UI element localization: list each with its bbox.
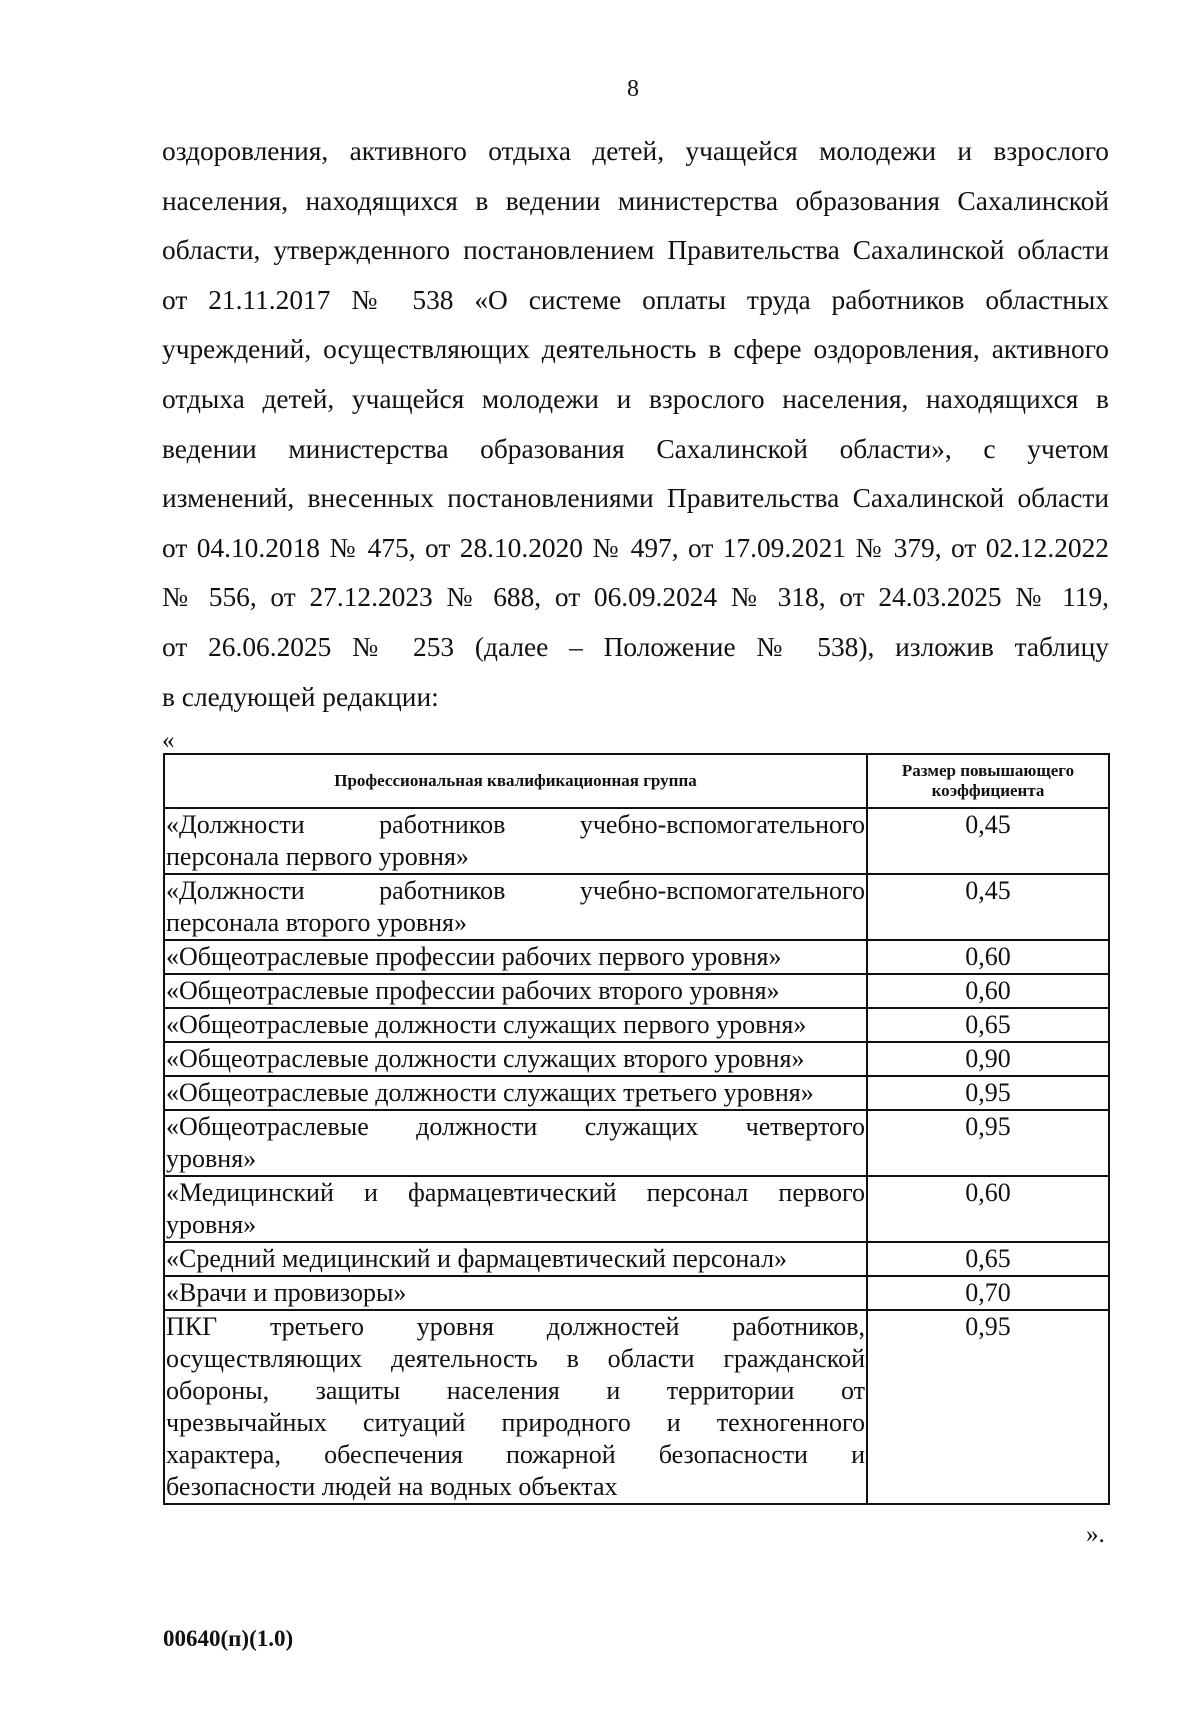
table-row — [164, 1310, 1109, 1504]
body-text-line: от 21.11.2017 № 538 «О системе оплаты труда работников областных — [162, 284, 1109, 315]
qualification-group-line: персонала первого уровня» — [166, 842, 469, 871]
coefficient-value-cell: 0,95 — [867, 1310, 1109, 1504]
table-row — [164, 940, 1109, 974]
coefficient-value-cell: 0,95 — [867, 1110, 1109, 1176]
table-row — [164, 974, 1109, 1008]
body-text-line: ведении министерства образования Сахалинской области», с учетом — [162, 433, 1109, 464]
table-row — [164, 808, 1109, 874]
body-text-line: учреждений, осуществляющих деятельность в сфере оздоровления, активного — [162, 334, 1109, 365]
table-row — [164, 1176, 1109, 1242]
qualification-group-line: «Общеотраслевые профессии рабочих первого уровня» — [166, 942, 782, 971]
table-row — [164, 1076, 1109, 1110]
table-header-row — [164, 754, 1109, 808]
body-text-line: оздоровления, активного отдыха детей, учащейся молодежи и взрослого — [162, 136, 1109, 166]
body-text-line: в следующей редакции: — [162, 681, 439, 712]
coefficient-value-cell: 0,65 — [867, 1242, 1109, 1276]
body-text-line: № 556, от 27.12.2023 № 688, от 06.09.2024 № 318, от 24.03.2025 № 119, — [162, 582, 1109, 613]
qualification-group-cell — [164, 808, 867, 874]
body-text-line: от 04.10.2018 № 475, от 28.10.2020 № 497, от 17.09.2021 № 379, от 02.12.2022 — [162, 532, 1109, 563]
table-row — [164, 1110, 1109, 1176]
document-code: 00640(п)(1.0) — [163, 1626, 294, 1651]
coefficient-value-cell: 0,60 — [867, 940, 1109, 974]
qualification-group-line: «Общеотраслевые должности служащих третьего уровня» — [166, 1078, 814, 1107]
table-close-quote: ». — [1086, 1521, 1105, 1548]
qualification-group-line: «Общеотраслевые должности служащих первого уровня» — [166, 1010, 807, 1039]
coefficient-value-cell: 0,45 — [867, 874, 1109, 940]
table-open-quote: « — [162, 727, 175, 754]
table-row — [164, 874, 1109, 940]
qualification-group-line: обороны, защиты населения и территории от — [166, 1376, 865, 1405]
coefficient-table — [163, 753, 1110, 1505]
qualification-group-line: чрезвычайных ситуаций природного и техногенного — [166, 1408, 865, 1437]
coefficient-value-cell: 0,45 — [867, 808, 1109, 874]
qualification-group-line: «Средний медицинский и фармацевтический персонал» — [166, 1244, 788, 1273]
qualification-group-line: «Общеотраслевые должности служащих четвертого — [166, 1112, 865, 1141]
header-coefficient-line: Размер повышающего — [901, 761, 1075, 780]
qualification-group-line: осуществляющих деятельность в области гражданской — [166, 1344, 865, 1373]
coefficient-value-cell: 0,90 — [867, 1042, 1109, 1076]
page-number: 8 — [627, 76, 639, 102]
body-text-line: области, утвержденного постановлением Правительства Сахалинской области — [162, 235, 1109, 266]
qualification-group-line: «Должности работников учебно-вспомогательного — [166, 810, 865, 839]
body-text-line: отдыха детей, учащейся молодежи и взрослого населения, находящихся в — [162, 383, 1109, 414]
qualification-group-cell — [164, 1042, 867, 1076]
body-text-line: от 26.06.2025 № 253 (далее – Положение № 538), изложив таблицу — [162, 631, 1109, 662]
qualification-group-line: «Общеотраслевые должности служащих второго уровня» — [166, 1044, 805, 1073]
qualification-group-cell — [164, 1176, 867, 1242]
qualification-group-line: «Врачи и провизоры» — [166, 1278, 407, 1307]
header-qualification-group: Профессиональная квалификационная группа — [164, 754, 867, 808]
table-row — [164, 1276, 1109, 1310]
qualification-group-cell — [164, 1310, 867, 1504]
header-coefficient — [867, 754, 1109, 808]
qualification-group-cell — [164, 1076, 867, 1110]
qualification-group-line: безопасности людей на водных объектах — [166, 1472, 618, 1501]
table-row — [164, 1008, 1109, 1042]
qualification-group-line: ПКГ третьего уровня должностей работников, — [166, 1312, 865, 1341]
table-row — [164, 1242, 1109, 1276]
body-paragraph — [162, 127, 1109, 722]
qualification-group-cell — [164, 1276, 867, 1310]
body-text-line: населения, находящихся в ведении министерства образования Сахалинской — [162, 185, 1109, 216]
qualification-group-cell — [164, 1008, 867, 1042]
table-row — [164, 1042, 1109, 1076]
qualification-group-line: «Общеотраслевые профессии рабочих второго уровня» — [166, 976, 780, 1005]
coefficient-value-cell: 0,60 — [867, 1176, 1109, 1242]
qualification-group-line: уровня» — [166, 1144, 257, 1173]
coefficient-value-cell: 0,60 — [867, 974, 1109, 1008]
coefficient-value-cell: 0,70 — [867, 1276, 1109, 1310]
body-text-line: изменений, внесенных постановлениями Правительства Сахалинской области — [162, 483, 1109, 514]
qualification-group-line: уровня» — [166, 1210, 257, 1239]
qualification-group-line: персонала второго уровня» — [166, 908, 468, 937]
qualification-group-cell — [164, 940, 867, 974]
qualification-group-line: «Медицинский и фармацевтический персонал первого — [166, 1178, 865, 1207]
qualification-group-line: характера, обеспечения пожарной безопасности и — [166, 1440, 865, 1469]
qualification-group-cell — [164, 1242, 867, 1276]
coefficient-value-cell: 0,65 — [867, 1008, 1109, 1042]
qualification-group-line: «Должности работников учебно-вспомогательного — [166, 876, 865, 905]
qualification-group-cell — [164, 874, 867, 940]
qualification-group-cell — [164, 974, 867, 1008]
header-coefficient-line: коэффициента — [931, 781, 1045, 800]
qualification-group-cell — [164, 1110, 867, 1176]
coefficient-value-cell: 0,95 — [867, 1076, 1109, 1110]
